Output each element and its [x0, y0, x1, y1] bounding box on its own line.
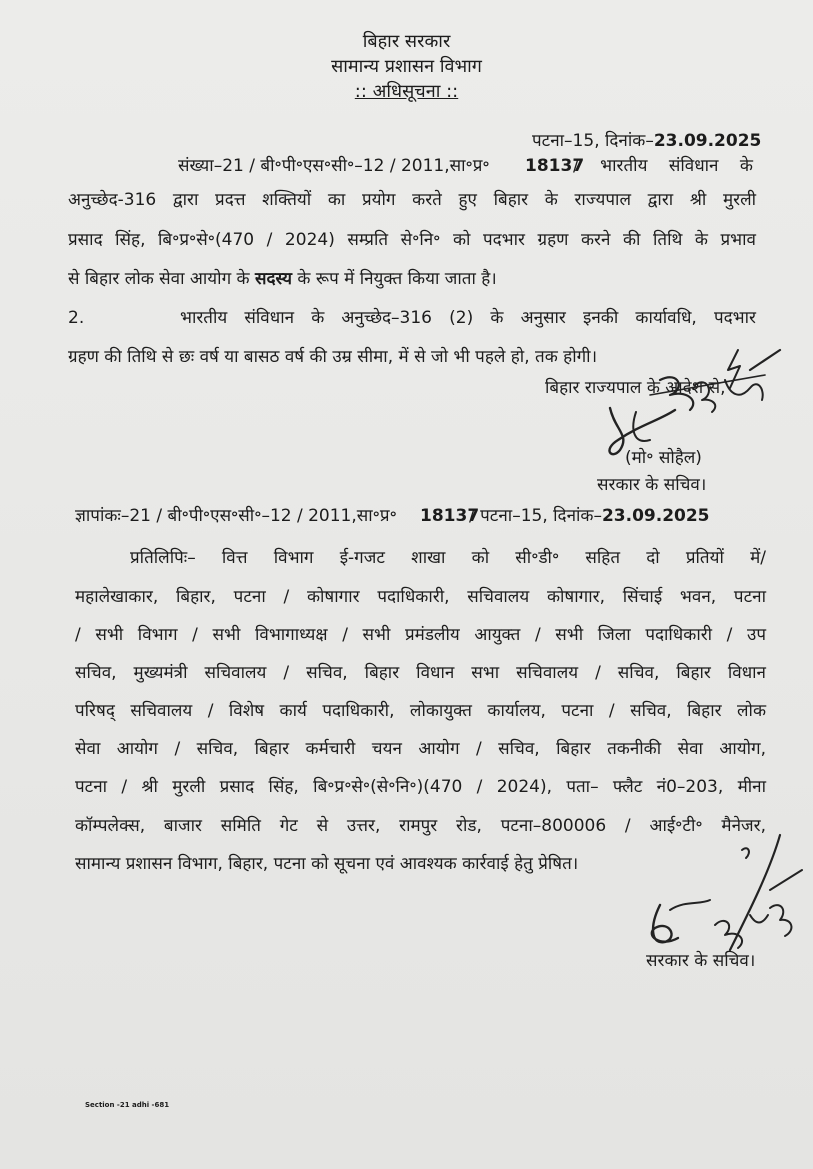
memo-ref-number: 18137: [420, 506, 480, 526]
memo-date: 23.09.2025: [601, 506, 710, 526]
copy-line-2: महालेखाकार, बिहार, पटना / कोषागार पदाधिकारी, सचिवालय कोषागार, सिंचाई भवन, पटना: [75, 587, 766, 607]
copy-line-8: कॉम्पलेक्स, बाजार समिति गेट से उत्तर, रामपुर रोड, पटना–800006 / आई॰टी॰ मैनेजर,: [75, 816, 766, 836]
signatory-title: सरकार के सचिव।: [597, 475, 707, 495]
memo-signatory-title: सरकार के सचिव।: [646, 951, 756, 971]
notification-date: 23.09.2025: [653, 131, 762, 151]
para2-line1: भारतीय संविधान के अनुच्छेद–316 (2) के अनुसार इनकी कार्यावधि, पदभार: [180, 308, 756, 328]
notification-line3: प्रसाद सिंह, बि॰प्र॰से॰(470 / 2024) सम्प्रति से॰नि॰ को पदभार ग्रहण करने की तिथि के प्रभाव: [68, 230, 756, 250]
copy-line-3: / सभी विभाग / सभी विभागाध्यक्ष / सभी प्रमंडलीय आयुक्त / सभी जिला पदाधिकारी / उप: [75, 625, 766, 645]
notification-ref: संख्या–21 / बी॰पी॰एस॰सी॰–12 / 2011,सा॰प्र॰: [178, 156, 490, 176]
notification-line2: अनुच्छेद-316 द्वारा प्रदत्त शक्तियों का प्रयोग करते हुए बिहार के राज्यपाल द्वारा श्री मुरली: [68, 190, 756, 210]
notification-ref-number: 18137: [525, 156, 585, 176]
signature-1: [590, 340, 790, 470]
copy-line-1: प्रतिलिपिः– वित्त विभाग ई-गजट शाखा को सी॰डी॰ सहित दो प्रतियों में/: [130, 548, 766, 568]
department-heading: सामान्य प्रशासन विभाग: [331, 56, 482, 77]
para2-number: 2.: [68, 308, 85, 328]
order-line: बिहार राज्यपाल के आदेश से,: [545, 378, 726, 398]
signature-2: [630, 830, 805, 970]
para2-line2: ग्रहण की तिथि से छः वर्ष या बासठ वर्ष की उम्र सीमा, में से जो भी पहले हो, तक होगी।: [68, 347, 598, 367]
footer-code: Section -21 adhi -681: [85, 1101, 170, 1109]
copy-line-7: पटना / श्री मुरली प्रसाद सिंह, बि॰प्र॰से॰(से॰नि॰)(470 / 2024), पता– फ्लैट नं0–203, मीना: [75, 777, 766, 797]
signatory-name: (मो॰ सोहैल): [625, 448, 702, 468]
memo-ref: ज्ञापांकः–21 / बी॰पी॰एस॰सी॰–12 / 2011,सा॰प्र॰: [75, 506, 397, 526]
notification-title: :: अधिसूचना ::: [354, 81, 459, 102]
gov-heading: बिहार सरकार: [362, 31, 451, 52]
member-word: सदस्य: [255, 269, 293, 289]
notification-line1-end: / भारतीय संविधान के: [573, 156, 753, 176]
copy-line-9: सामान्य प्रशासन विभाग, बिहार, पटना को सूचना एवं आवश्यक कार्रवाई हेतु प्रेषित।: [75, 854, 579, 874]
notification-line4: से बिहार लोक सेवा आयोग के सदस्य के रूप में नियुक्त किया जाता है।: [68, 269, 497, 289]
memo-place-date: / पटना–15, दिनांक–23.09.2025: [469, 506, 710, 526]
copy-line-4: सचिव, मुख्यमंत्री सचिवालय / सचिव, बिहार विधान सभा सचिवालय / सचिव, बिहार विधान: [75, 663, 766, 683]
copy-line-6: सेवा आयोग / सचिव, बिहार कर्मचारी चयन आयोग / सचिव, बिहार तकनीकी सेवा आयोग,: [75, 739, 766, 759]
notification-place-date: पटना–15, दिनांक–23.09.2025: [532, 131, 762, 151]
copy-line-5: परिषद् सचिवालय / विशेष कार्य पदाधिकारी, लोकायुक्त कार्यालय, पटना / सचिव, बिहार लोक: [75, 701, 766, 721]
